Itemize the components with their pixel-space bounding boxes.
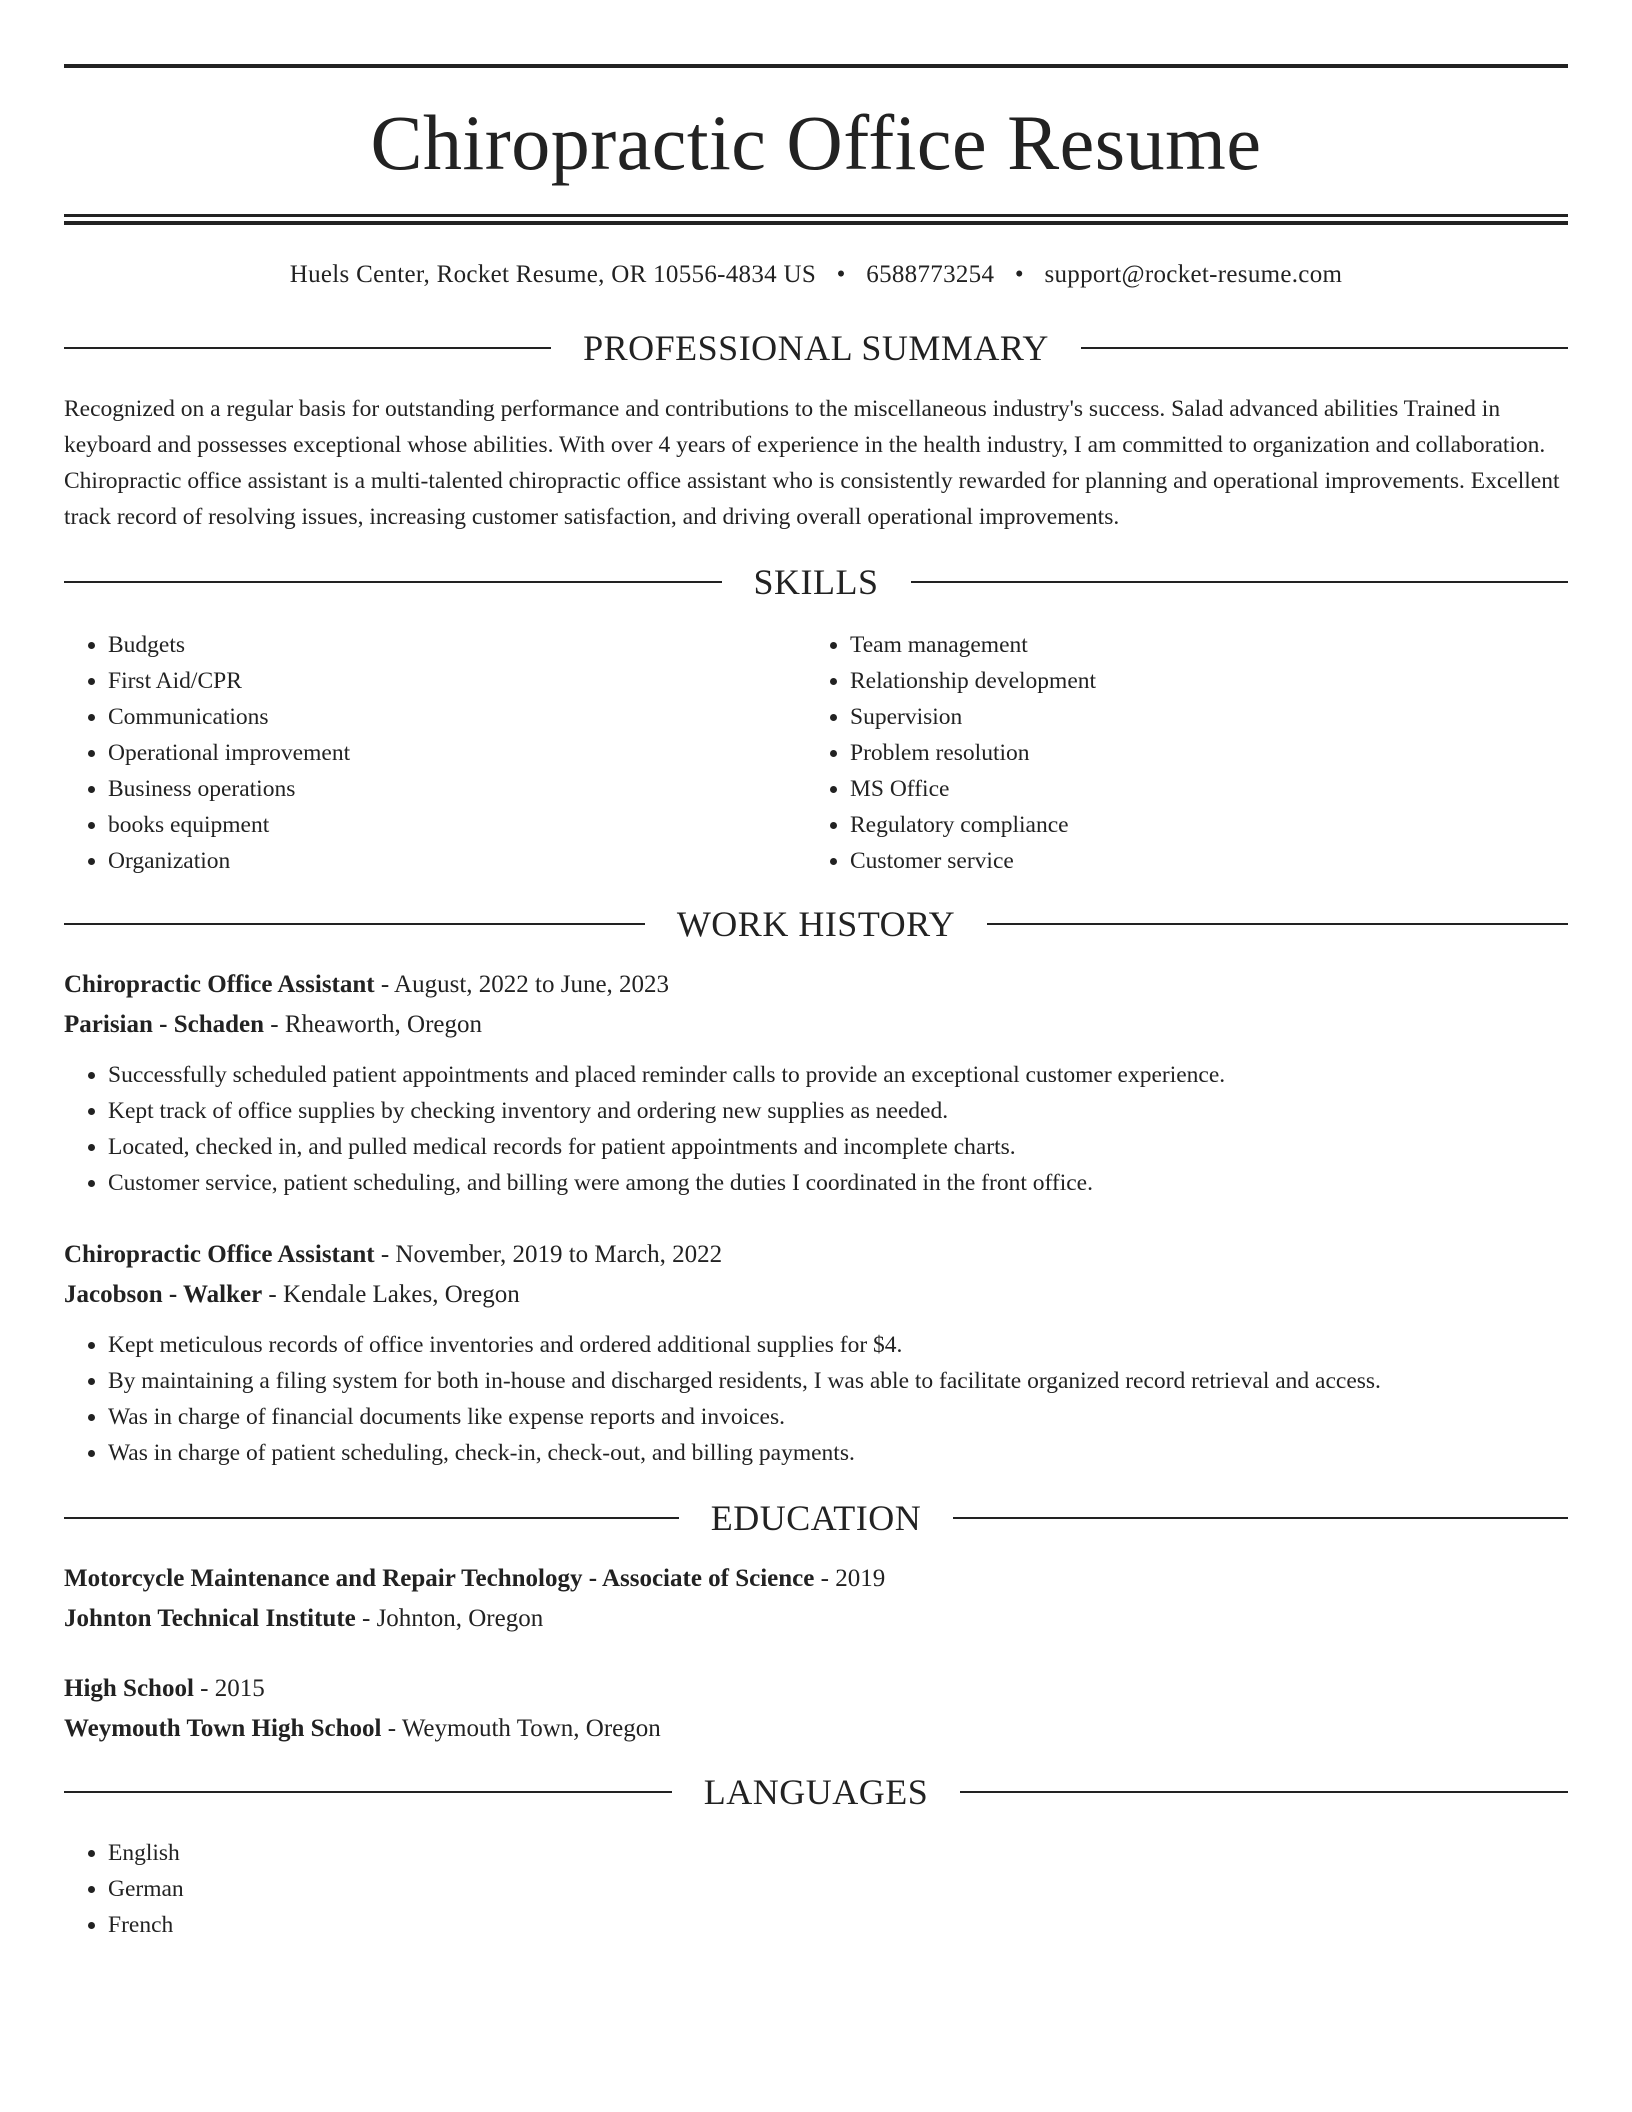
languages-list: [64, 1835, 1568, 1943]
education-school-line: [64, 1709, 1568, 1749]
education-entry: [64, 1669, 1568, 1749]
education-school-line: [64, 1599, 1568, 1639]
skill-item: • MS Office: [850, 771, 1548, 807]
skill-item: • Business operations: [108, 771, 806, 807]
job-duties: [64, 1057, 1568, 1201]
skill-item: • Communications: [108, 699, 806, 735]
skills-right-column: [806, 627, 1548, 879]
job-dates: - November, 2019 to March, 2022: [374, 1241, 723, 1268]
job-duty: • Was in charge of financial documents like expense reports and invoices.: [108, 1399, 1568, 1435]
skill-item: • Team management: [850, 627, 1548, 663]
heading-rule: [64, 1791, 672, 1793]
education-degree: High School: [64, 1675, 194, 1702]
education-location: - Johnton, Oregon: [355, 1605, 544, 1632]
heading-rule: [1081, 347, 1568, 349]
job-duties: [64, 1327, 1568, 1471]
education-heading-label: EDUCATION: [710, 1498, 922, 1538]
job-duty: • Kept track of office supplies by checking inventory and ordering new supplies as needed.: [108, 1093, 1568, 1129]
heading-rule: [64, 581, 722, 583]
education-degree-line: [64, 1669, 1568, 1709]
languages-heading: [64, 1771, 1568, 1813]
contact-line: [64, 261, 1568, 289]
education-year: - 2015: [193, 1675, 265, 1702]
summary-heading: [64, 327, 1568, 369]
skill-item: • Supervision: [850, 699, 1548, 735]
job-duty: • Successfully scheduled patient appointments and placed reminder calls to provide an exceptional customer experience.: [108, 1057, 1568, 1093]
job-duty: • Customer service, patient scheduling, and billing were among the duties I coordinated in the front office.: [108, 1165, 1568, 1201]
skills-heading-label: SKILLS: [753, 562, 879, 602]
heading-rule: [64, 923, 645, 925]
skills-heading: [64, 561, 1568, 603]
education-year: - 2019: [814, 1565, 886, 1592]
job-location: - Kendale Lakes, Oregon: [262, 1281, 520, 1308]
job-duty: • Kept meticulous records of office inventories and ordered additional supplies for $4.: [108, 1327, 1568, 1363]
heading-rule: [911, 581, 1569, 583]
job-title: Chiropractic Office Assistant: [64, 1241, 375, 1268]
job-employer-line: [64, 1275, 1568, 1315]
job-title-line: [64, 965, 1568, 1005]
skill-item: • Operational improvement: [108, 735, 806, 771]
education-degree-line: [64, 1559, 1568, 1599]
job-dates: - August, 2022 to June, 2023: [374, 971, 670, 998]
top-rule: [64, 64, 1568, 68]
job-duty: • Was in charge of patient scheduling, check-in, check-out, and billing payments.: [108, 1435, 1568, 1471]
contact-address: Huels Center, Rocket Resume, OR 10556-4834 US: [289, 261, 817, 288]
work-heading: [64, 903, 1568, 945]
job-entry: [64, 965, 1568, 1201]
job-title-line: [64, 1235, 1568, 1275]
education-school: Weymouth Town High School: [64, 1715, 382, 1742]
contact-phone[interactable]: 6588773254: [866, 261, 995, 288]
language-item: • English: [108, 1835, 1568, 1871]
job-employer: Jacobson - Walker: [64, 1281, 263, 1308]
language-item: • French: [108, 1907, 1568, 1943]
title-double-rule: [64, 214, 1568, 225]
language-item: • German: [108, 1871, 1568, 1907]
job-duty: • By maintaining a filing system for both in-house and discharged residents, I was able to facilitate organized record retrieval and access.: [108, 1363, 1568, 1399]
heading-rule: [953, 1517, 1568, 1519]
job-employer: Parisian - Schaden: [64, 1011, 265, 1038]
contact-separator: •: [1014, 261, 1024, 288]
skill-item: • Regulatory compliance: [850, 807, 1548, 843]
contact-email[interactable]: support@rocket-resume.com: [1044, 261, 1343, 288]
skill-item: • Organization: [108, 843, 806, 879]
education-entry: [64, 1559, 1568, 1639]
contact-separator: •: [836, 261, 846, 288]
languages-heading-label: LANGUAGES: [703, 1772, 929, 1812]
job-location: - Rheaworth, Oregon: [264, 1011, 483, 1038]
heading-rule: [64, 1517, 679, 1519]
skills-left-column: [64, 627, 806, 879]
skill-item: • Problem resolution: [850, 735, 1548, 771]
skills-grid: [64, 627, 1568, 879]
skill-item: • First Aid/CPR: [108, 663, 806, 699]
job-duty: • Located, checked in, and pulled medical records for patient appointments and incomplete charts.: [108, 1129, 1568, 1165]
heading-rule: [987, 923, 1568, 925]
skill-item: • Budgets: [108, 627, 806, 663]
heading-rule: [960, 1791, 1568, 1793]
summary-text: Recognized on a regular basis for outstanding performance and contributions to the miscellaneous industry's success. Salad advanced abilities Trained in keyboard and possesses exceptional whose abilities. With over 4 years of experience in the health industry, I am committed to organization and collaboration. Chiropractic office assistant is a multi-talented chiropractic office assistant who is consistently rewarded for planning and operational improvements. Excellent track record of resolving issues, increasing customer satisfaction, and driving overall operational improvements.: [64, 396, 1560, 530]
education-degree: Motorcycle Maintenance and Repair Technology - Associate of Science: [64, 1565, 815, 1592]
work-heading-label: WORK HISTORY: [676, 904, 956, 944]
skill-item: • Customer service: [850, 843, 1548, 879]
summary-heading-label: PROFESSIONAL SUMMARY: [583, 328, 1049, 368]
resume-title: Chiropractic Office Resume: [370, 99, 1262, 186]
job-employer-line: [64, 1005, 1568, 1045]
job-title: Chiropractic Office Assistant: [64, 971, 375, 998]
education-heading: [64, 1497, 1568, 1539]
skill-item: • Relationship development: [850, 663, 1548, 699]
education-location: - Weymouth Town, Oregon: [381, 1715, 661, 1742]
heading-rule: [64, 347, 551, 349]
education-school: Johnton Technical Institute: [64, 1605, 356, 1632]
job-entry: [64, 1235, 1568, 1471]
skill-item: • books equipment: [108, 807, 806, 843]
